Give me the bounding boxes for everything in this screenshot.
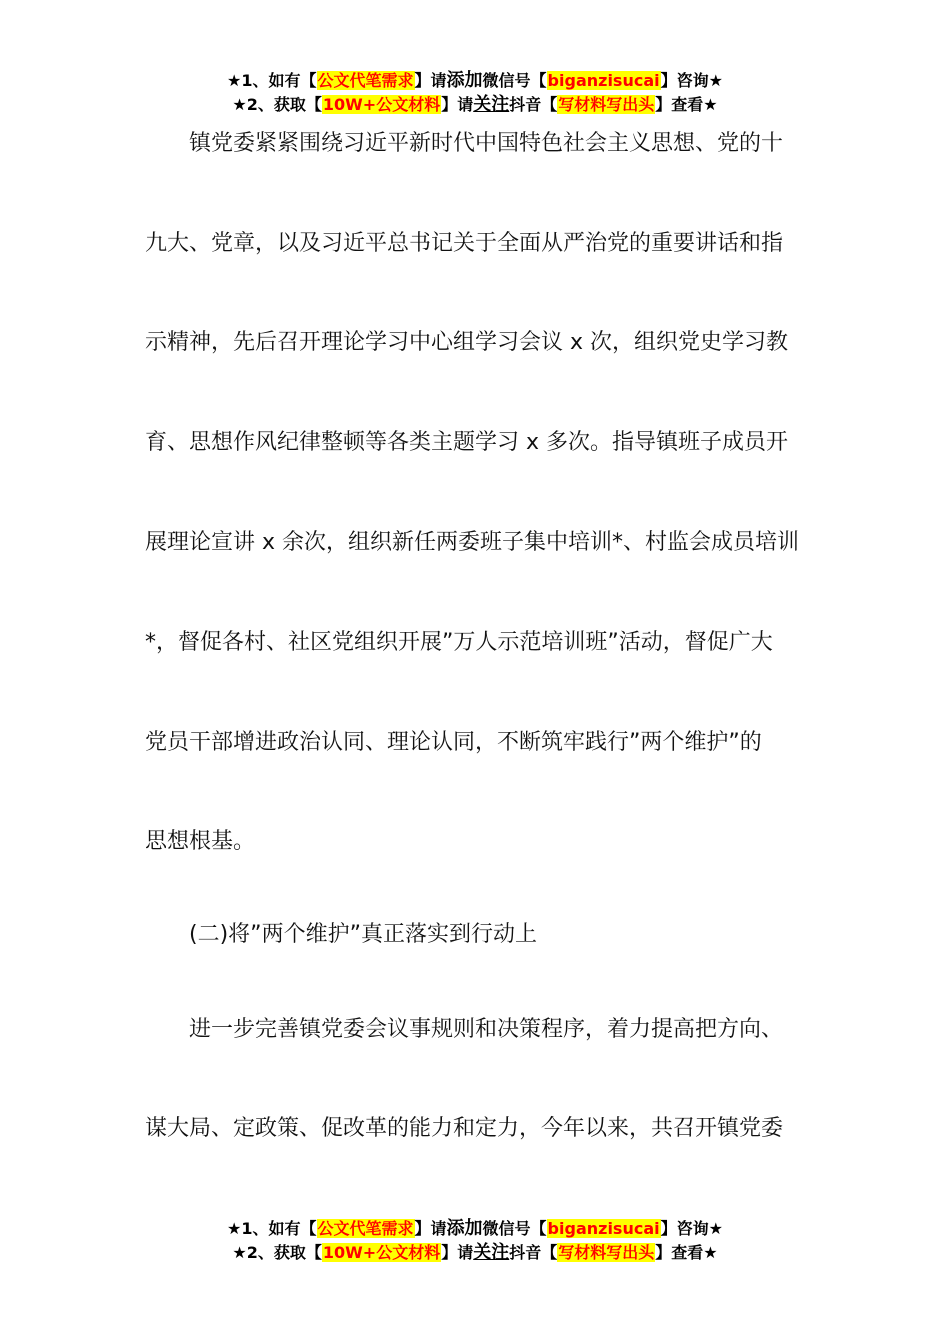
paragraph-line: 九大、党章，以及习近平总书记关于全面从严治党的重要讲话和指 (145, 231, 784, 256)
douyin-account: 写材料写出头 (558, 1243, 655, 1262)
paragraph-line: 思想根基。 (145, 829, 256, 854)
top-banner (0, 69, 950, 117)
paragraph-line: 展理论宣讲 x 余次，组织新任两委班子集中培训*、村监会成员培训 (145, 530, 800, 555)
paragraph-line: 育、思想作风纪律整顿等各类主题学习 x 多次。指导镇班子成员开 (145, 430, 789, 455)
banner-highlight: 10W+公文材料 (322, 95, 441, 114)
banner-text: ★1、如有【 (227, 1219, 317, 1238)
paragraph-line: 示精神，先后召开理论学习中心组学习会议 x 次，组织党史学习教 (145, 330, 789, 355)
banner-text: 抖音【 (509, 1243, 558, 1262)
banner-text: 抖音【 (509, 95, 558, 114)
banner-text: 】请 (414, 71, 447, 90)
banner-emphasis: 关注 (473, 94, 510, 115)
banner-text: 微信号【 (482, 1219, 547, 1238)
banner-emphasis: 添加 (446, 70, 483, 91)
banner-text: 】查看★ (655, 1243, 718, 1262)
paragraph-line: 镇党委紧紧围绕习近平新时代中国特色社会主义思想、党的十 (189, 131, 784, 156)
wechat-id: biganzisucai (547, 71, 660, 90)
banner-text: ★2、获取【 (232, 95, 322, 114)
banner-text: ★2、获取【 (232, 1243, 322, 1262)
banner-text: ★1、如有【 (227, 71, 317, 90)
wechat-id: biganzisucai (547, 1219, 660, 1238)
paragraph-line: *，督促各村、社区党组织开展”万人示范培训班”活动，督促广大 (145, 630, 773, 655)
paragraph-line: 谋大局、定政策、促改革的能力和定力，今年以来，共召开镇党委 (145, 1116, 784, 1141)
banner-highlight: 公文代笔需求 (317, 71, 414, 90)
banner-emphasis: 添加 (446, 1218, 483, 1239)
banner-line-2 (0, 1241, 950, 1265)
paragraph-line: 进一步完善镇党委会议事规则和决策程序，着力提高把方向、 (189, 1017, 784, 1042)
banner-line-1 (0, 69, 950, 93)
banner-text: 】请 (441, 95, 474, 114)
banner-text: 】请 (441, 1243, 474, 1262)
banner-text: 】咨询★ (660, 1219, 723, 1238)
banner-text: 】请 (414, 1219, 447, 1238)
section-heading: (二)将”两个维护”真正落实到行动上 (189, 922, 537, 947)
banner-text: 微信号【 (482, 71, 547, 90)
banner-highlight: 10W+公文材料 (322, 1243, 441, 1262)
banner-line-2 (0, 93, 950, 117)
paragraph-line: 党员干部增进政治认同、理论认同，不断筑牢践行”两个维护”的 (145, 730, 762, 755)
douyin-account: 写材料写出头 (558, 95, 655, 114)
bottom-banner (0, 1217, 950, 1265)
banner-line-1 (0, 1217, 950, 1241)
banner-highlight: 公文代笔需求 (317, 1219, 414, 1238)
banner-text: 】咨询★ (660, 71, 723, 90)
banner-text: 】查看★ (655, 95, 718, 114)
banner-emphasis: 关注 (473, 1242, 510, 1263)
